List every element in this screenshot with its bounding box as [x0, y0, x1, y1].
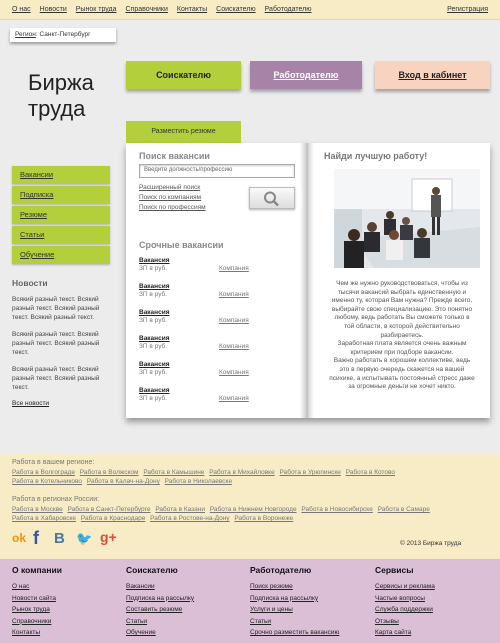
vacancy-title[interactable]: Вакансия [139, 309, 170, 316]
russia-links-row [12, 505, 488, 514]
urgent-vacancies [139, 240, 269, 413]
region-link[interactable]: Работа в Михайловке [209, 469, 275, 476]
footer-link[interactable]: Рынок труда [12, 606, 50, 613]
footer-col-title: Работодателю [250, 565, 312, 575]
russia-links-row [12, 514, 488, 523]
news-item: Всякий разный текст. Всякий разный текст. Всякий разный текст. [12, 331, 100, 356]
footer-link[interactable]: Статьи [250, 617, 272, 625]
vacancy-company[interactable]: Компания [219, 343, 249, 350]
region-link[interactable]: Работа в Волжском [79, 469, 139, 476]
region-link[interactable]: Работа в Николаевске [164, 478, 233, 485]
sidebar-item-subscription[interactable]: Подписка [12, 186, 110, 204]
russia-link[interactable]: Работа в Нижнем Новгороде [209, 506, 297, 513]
odnoklassniki-icon[interactable]: ok [12, 531, 27, 545]
book-spine [300, 143, 314, 418]
vacancy-salary: ЗП в руб. [139, 291, 168, 298]
vacancy-title[interactable]: Вакансия [139, 387, 170, 394]
region-label: Регион [15, 31, 36, 38]
vacancy-company[interactable]: Компания [219, 369, 249, 376]
search-icon [250, 188, 296, 210]
vacancy-salary: ЗП в руб. [139, 265, 168, 272]
employer-button[interactable] [250, 61, 362, 89]
post-resume-button[interactable]: Разместить резюме [126, 121, 241, 143]
sidebar-item-training[interactable]: Обучение [12, 246, 110, 264]
footer-link[interactable]: Составить резюме [126, 606, 183, 613]
russia-link[interactable]: Работа в Хабаровске [12, 515, 77, 522]
vacancy-salary: ЗП в руб. [139, 343, 168, 350]
footer-col-employer [250, 565, 339, 639]
topnav-item-references[interactable]: Справочники [125, 6, 168, 13]
twitter-icon[interactable]: 🐦 [76, 531, 93, 546]
book-left-page [126, 143, 300, 418]
advanced-search-link[interactable]: Расширенный поиск [139, 184, 201, 191]
vacancy-search-input[interactable]: Введите должность/профессию [139, 164, 295, 178]
region-links-title: Работа в вашем регионе: [12, 459, 95, 466]
region-selector[interactable]: Регион: Санкт-Петербург [10, 28, 116, 42]
list-item [139, 283, 269, 308]
russia-link[interactable]: Работа в Воронеже [234, 515, 294, 522]
footer-link[interactable]: Сервисы и реклама [375, 583, 435, 590]
topnav-item-seeker[interactable]: Соискателю [216, 6, 256, 13]
article-text [324, 280, 480, 392]
footer-col-title: О компании [12, 565, 62, 575]
all-news-link[interactable]: Все новости [12, 400, 50, 407]
article-paragraph: Чем же нужно руководствоваться, чтобы из тысячи вакансий выбрать единственную и именно ту, которая Вам нужна? Прежде всего, выбирайте свою специализацию. Это понятно любому, ведь работать Вы сможете только в той области, в которой действительно разбираетесь. [331, 280, 473, 339]
sidebar-item-vacancies[interactable]: Вакансии [12, 166, 110, 184]
article-paragraph: Заработная плата является очень важным критерием при подборе вакансии. [337, 340, 467, 356]
footer-link[interactable]: Новости сайта [12, 594, 56, 602]
russia-link[interactable]: Работа в Москве [12, 506, 63, 513]
region-link[interactable]: Работа в Котово [345, 469, 395, 476]
vacancy-salary: ЗП в руб. [139, 369, 168, 376]
top-nav-items [12, 6, 321, 13]
logo-line-1: Биржа [28, 70, 94, 95]
news-item: Всякий разный текст. Всякий разный текст. Всякий разный текст. Всякий разный текст. [12, 296, 100, 321]
footer-link[interactable]: Услуги и цены [250, 606, 293, 613]
footer-link[interactable]: Поиск резюме [250, 583, 293, 590]
footer-link[interactable]: Обучение [126, 629, 156, 636]
region-value: Санкт-Петербург [39, 31, 91, 38]
footer [0, 559, 500, 643]
article-paragraph: Важно работать в хорошем коллективе, ведь это в первую очередь скажется на вашей психике, а испытывать постоянный стресс даже за огромные деньги не хочет никто. [329, 357, 475, 391]
russia-links-title: Работа в регионах России: [12, 496, 100, 503]
footer-link[interactable]: Статьи [126, 617, 148, 625]
list-item [139, 361, 269, 386]
urgent-title: Срочные вакансии [139, 240, 224, 250]
footer-link[interactable]: Срочно разместить вакансию [250, 629, 340, 636]
topnav-item-contacts[interactable]: Контакты [176, 6, 208, 13]
region-links-row [12, 477, 488, 486]
list-item [139, 257, 269, 282]
google-plus-icon[interactable]: g+ [100, 529, 117, 545]
footer-col-company [12, 565, 62, 639]
region-link[interactable]: Работа в Волгограде [12, 469, 75, 476]
region-link[interactable]: Работа в Камышине [143, 469, 205, 476]
facebook-icon[interactable]: f [33, 528, 39, 548]
footer-link[interactable]: Отзывы [375, 617, 399, 625]
employer-button-label: Работодателю [273, 70, 339, 80]
footer-col-seeker [126, 565, 194, 639]
news-block [12, 278, 117, 407]
footer-col-title: Сервисы [375, 565, 414, 575]
footer-link[interactable]: Подписка на рассылку [126, 594, 195, 602]
region-links-row [12, 468, 488, 477]
footer-link[interactable]: Справочники [12, 617, 52, 625]
footer-link[interactable]: Подписка на рассылку [250, 594, 319, 602]
topnav-item-news[interactable]: Новости [39, 6, 67, 13]
russia-link[interactable]: Работа в Ростове-на-Дону [150, 515, 230, 522]
sidebar-menu [12, 166, 110, 266]
region-link[interactable]: Работа в Котельниково [12, 478, 83, 485]
russia-link[interactable]: Работа в Казани [155, 506, 205, 513]
vacancy-title[interactable]: Вакансия [139, 361, 170, 368]
logo-line-2: труда [28, 96, 86, 121]
login-cabinet-button[interactable] [375, 61, 490, 89]
sidebar-item-resume[interactable]: Резюме [12, 206, 110, 224]
book-right-page [314, 143, 490, 418]
footer-link[interactable]: Контакты [12, 629, 41, 636]
vacancy-company[interactable]: Компания [219, 395, 249, 402]
topnav-item-employer[interactable]: Работодателю [264, 6, 312, 13]
vacancy-company[interactable]: Компания [219, 291, 249, 298]
list-item [139, 309, 269, 334]
footer-link[interactable]: Частые вопросы [375, 594, 425, 602]
vkontakte-icon[interactable]: B [54, 530, 65, 547]
vacancy-title[interactable]: Вакансия [139, 283, 170, 290]
footer-link[interactable]: Карта сайта [375, 629, 412, 636]
search-by-profession-link[interactable]: Поиск по профессиям [139, 204, 206, 211]
vacancy-title[interactable]: Вакансия [139, 257, 170, 264]
copyright: © 2013 Биржа труда [400, 540, 462, 547]
vacancy-company[interactable]: Компания [219, 265, 249, 272]
vacancy-salary: ЗП в руб. [139, 317, 168, 324]
list-item [139, 335, 269, 360]
footer-link[interactable]: О нас [12, 583, 30, 590]
region-link[interactable]: Работа в Калач-на-Дону [86, 478, 160, 485]
vacancy-company[interactable]: Компания [219, 317, 249, 324]
topnav-item-about[interactable]: О нас [12, 6, 31, 13]
region-link[interactable]: Работа в Урюпинске [279, 469, 341, 476]
footer-col-title: Соискателю [126, 565, 178, 575]
top-navigation [0, 0, 500, 20]
vacancy-salary: ЗП в руб. [139, 395, 168, 402]
footer-link[interactable]: Вакансии [126, 583, 155, 590]
footer-col-services [375, 565, 435, 639]
sidebar-item-articles[interactable]: Статьи [12, 226, 110, 244]
russia-link[interactable]: Работа в Санкт-Петербурге [67, 506, 151, 513]
news-item: Всякий разный текст. Всякий разный текст. Всякий разный текст. [12, 366, 100, 391]
topnav-item-labor-market[interactable]: Рынок труда [75, 6, 117, 13]
russia-link[interactable]: Работа в Самаре [377, 506, 430, 513]
search-title: Поиск вакансии [139, 151, 210, 161]
register-link[interactable]: Регистрация [447, 6, 488, 13]
login-button-label: Вход в кабинет [398, 70, 467, 80]
russia-link[interactable]: Работа в Новосибирске [301, 506, 373, 513]
vacancy-title[interactable]: Вакансия [139, 335, 170, 342]
seeker-button[interactable]: Соискателю [126, 61, 241, 89]
news-title: Новости [12, 278, 48, 288]
list-item [139, 387, 269, 412]
search-button[interactable] [249, 187, 295, 209]
site-logo[interactable] [28, 70, 94, 122]
footer-link[interactable]: Служба поддержки [375, 606, 433, 613]
article-title: Найди лучшую работу! [324, 151, 428, 161]
russia-link[interactable]: Работа в Краснодаре [80, 515, 146, 522]
office-meeting-photo [334, 169, 480, 268]
search-by-company-link[interactable]: Поиск по компаниям [139, 194, 202, 201]
